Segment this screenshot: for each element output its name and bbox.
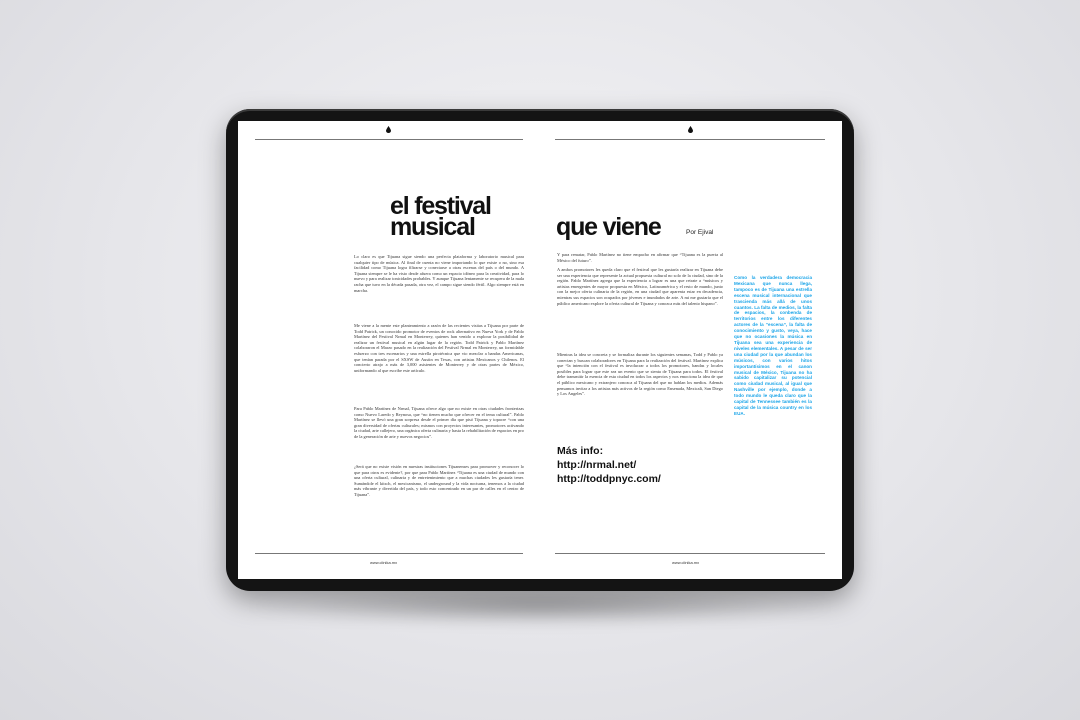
headline-right: que viene xyxy=(556,213,661,241)
byline: Por Ejival xyxy=(686,229,714,236)
link-toddpnyc[interactable]: http://toddpnyc.com/ xyxy=(557,473,661,485)
drop-icon xyxy=(688,126,693,133)
body-paragraph: ¿Será que no existe visión en nuestras instituciones Tijuanenses para promover y reconocer lo que para otros es evidente?, por que para Pablo Martínez “Tijuana es una ciudad de mundo con una oferta cultural, culinaria y de entretenimiento que a muchas ciudades les gustaría tener. Sumándole el kitsch, el mexicanismo, el underground y la vida nocturna, tenemos a la ciudad más vibrante y divertida del país, y todo esto concentrado en un par de calles en el centro de Tijuana”. xyxy=(354,464,524,497)
body-paragraph: Y para rematar, Pablo Martínez no tiene empacho en afirmar que “Tijuana es la puerta al México del futuro”. xyxy=(557,252,723,263)
drop-icon xyxy=(386,126,391,133)
footer-url[interactable]: www.clinika.mx xyxy=(672,560,700,565)
top-rule xyxy=(255,139,523,140)
link-nrmal[interactable]: http://nrmal.net/ xyxy=(557,459,637,471)
body-paragraph: Lo claro es que Tijuana sigue siendo una perfecta plataforma y laboratorio musical para cualquier tipo de música. Al final de cuenta no viene importando lo que existe o no, sino esa facilidad como Tijuana logra filtrarse y conectarse a otras escenas del país o del mundo. A Tijuana siempre se le ha visto desde afuera como un espacio idóneo para la creatividad, para lo nuevo y para realizar tonicidades probables. Y aunque Tijuana lentamente se recupera de la mala racha que tuvo en la década pasada, otra vez, el campo sigue siendo fértil. Algo siempre está en marcha. xyxy=(354,254,524,293)
tablet-screen xyxy=(238,121,842,579)
body-paragraph: Para Pablo Martínez de Nrmal, Tijuana ofrece algo que no existe en otras ciudades fronterizas como Nuevo Laredo y Reynosa, que “no tienen mucho que ofrecer en el tema cultural”. Pablo Martínez se llevó una gran sorpresa desde el primer día que pisó Tijuana y topacre “con una gran diversidad de ofertas culturales; mismos con proyectos interesantes, promotores activando la ciudad, arte callejero, una orgánica oferta culinaria y hasta la rehabilitación de espacios en pro de la generación de arte y nuevos negocios”. xyxy=(354,406,524,439)
left-page xyxy=(238,121,540,579)
headline-line-1: el festival xyxy=(390,192,491,220)
tablet-shadow xyxy=(240,586,840,626)
headline-left xyxy=(390,192,491,241)
bottom-rule xyxy=(555,553,825,554)
bottom-rule xyxy=(255,553,523,554)
footer-url[interactable]: www.clinika.mx xyxy=(370,560,398,565)
more-info-title: Más info: xyxy=(557,445,604,457)
right-page xyxy=(540,121,842,579)
pull-quote: Como la verdadera democracia Mexicana que nunca llega, tampoco es de Tijuana una estrella escena musical internacional que trascienda más allá de unos cuantos. La falta de medios, la falta de espacios, la conbenda de territorios entre los diferentes actores de la “escena”, la falta de conocimiento y gusto, veya, hace que no ocasiones la música en Tijuana sea una experiencia de niveles elementales. A pesar de ser una ciudad por la que abundan los músicos, con varios hitos importantísimos en el canon musical de México, Tijuana no ha sabido capitalizar su potencial como ciudad musical, al igual que Nashville por ejemplo, donde a todo mundo le queda claro que la capital de Tennessee también es la capital de la música country en los EUA. xyxy=(734,275,812,416)
headline-line-2: musical xyxy=(390,213,475,241)
body-paragraph: Me viene a la mente este planteamiento a razón de las recientes visitas a Tijuana por parte de Todd Patrick, un conocido promotor de eventos de rock alternativo en Nueva York y de Pablo Martínez del Festival Nrmal en Monterrey, quienes han venido a explorar la posibilidad de realizar un festival musical en algún lugar de la región. Todd Patrick y Pablo Martínez colaboraron el Marzo pasado en la realización del Festival Nrmal en Monterrey, un formidable esfuerzo con tres escenarios y una estrella pirotécnica que vio mezclar a bandas Americanas, que tenían parada por el SXSW de Austin en Texas, con artistas Mexicanos y Chilenos. El concierto atrajo a más de 3,000 asistentes de Monterrey y de otras partes de México, uniformando al que escribe este artículo. xyxy=(354,323,524,373)
body-paragraph: A ambos promotores les queda claro que el festival que les gustaría realizar en Tijuana debe ser una experiencia que represente la actual propuesta cultural no solo de la ciudad, sino de la región. Pablo Martínez agrega que la experiencia a lograr es una que retrate a “músicos y artistas emergentes de mayor propuesta en México, Latinoamérica y el resto de mundo, junto con la mejor oferta culinaria de la región, en una ciudad que aparenta estar en decadencia, mientras sus espacios son ocupados por jóvenes e inundados de arte. A mi me gustaría que el público americano explore la oferta cultural de Tijuana y conozca más del talento hispano”. xyxy=(557,267,723,306)
body-paragraph: Mientras la idea se concreta y se formaliza durante los siguientes semanas, Todd y Pablo ya conectan y buscan colaboradores en Tijuana para la realización del festival. Martínez explica que “la intención con el festival es involucrar a todos los promotores, bandas y locales posibles para lograr que este sea un evento que se sienta de Tijuana para todos. El festival debe transmitir la esencia de esta ciudad en todos los aspectos y nos emociona la idea de que el público mexicano y extranjero conozca al Tijuana del que no hablan los medios. Además pensamos invitar a los artistas más activos de la región como Ensenada, Mexicali, San Diego y Los Angeles”. xyxy=(557,352,723,397)
top-rule xyxy=(555,139,825,140)
